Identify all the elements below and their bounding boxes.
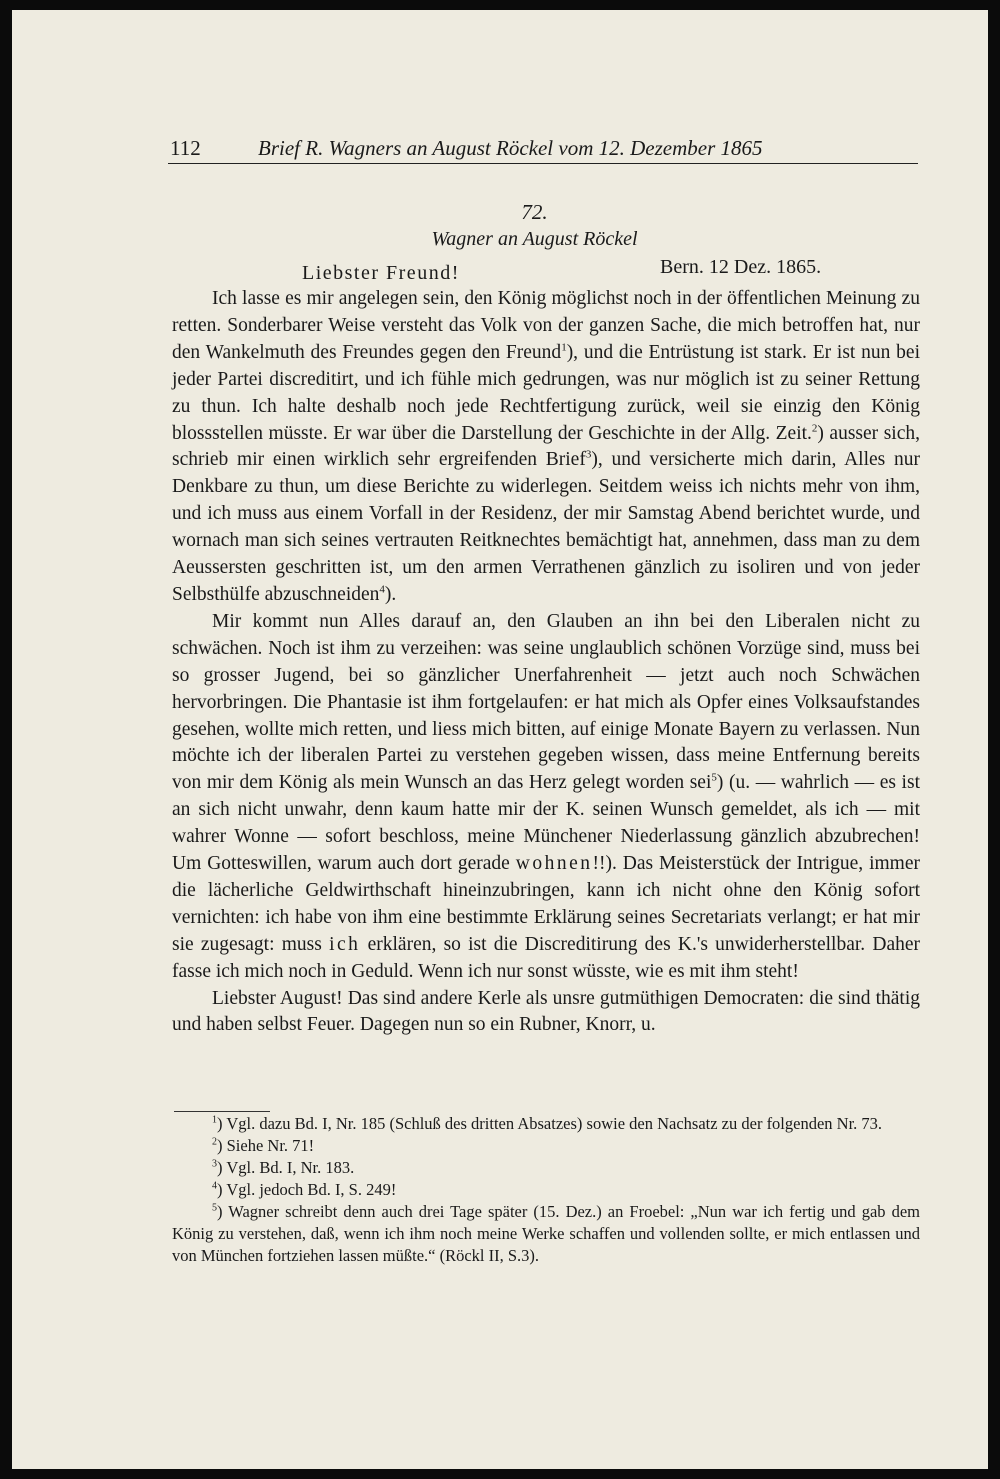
footnote-ref: 3 bbox=[585, 448, 592, 461]
paragraph bbox=[172, 609, 920, 986]
footnotes bbox=[172, 1113, 920, 1267]
footnote-text: Vgl. Bd. I, Nr. 183. bbox=[226, 1158, 355, 1177]
footnote-ref: 2 bbox=[811, 422, 818, 435]
place-date: Bern. 12 Dez. 1865. bbox=[660, 256, 822, 278]
text-run: ), und die Entrüstung ist stark. Er ist nun bei jeder Partei discreditirt, und ich fühle mich gedrungen, was nur möglich ist zu seiner Rettung zu thun. Ich halte deshalb noch jede Rechtfertigung zurück, weil sie einzig den König blossstellen müsste. Er war über die Darstellung der Geschichte in der Allg. Zeit. bbox=[172, 341, 920, 444]
emphasis-spaced: ich bbox=[329, 933, 361, 955]
letter-body bbox=[172, 286, 920, 1039]
text-run: Mir kommt nun Alles darauf an, den Glauben an ihn bei den Liberalen nicht zu schwächen. Noch ist ihm zu verzeihen: was seine unglaublich schönen Vorzüge sind, muss bei so grosser Jugend, bei so gänzlicher Unerfahrenheit — jetzt auch noch Schwächen hervorbringen. Die Phantasie ist ihm fortgelaufen: er hat mich als Opfer eines Volksaufstandes gesehen, wollte mich retten, und liess mich bitten, auf einige Monate Bayern zu verlassen. Nun möchte ich der liberalen Partei zu verstehen gegeben wissen, dass meine Entfernung bereits von mir dem König als mein Wunsch an das Herz gelegt worden sei bbox=[172, 610, 920, 794]
running-header bbox=[170, 136, 918, 161]
footnote-mark: 4 bbox=[212, 1180, 217, 1192]
emphasis-spaced: wohnen bbox=[515, 853, 593, 875]
running-title: Brief R. Wagners an August Röckel vom 12. Dezember 1865 bbox=[258, 136, 763, 160]
footnote: $^4$) Vgl. jedoch Bd. I, S. 249! bbox=[212, 1180, 397, 1199]
footnote: $^1$) Vgl. dazu Bd. I, Nr. 185 (Schluß des dritten Absatzes) sowie den Nachsatz zu der folgenden Nr. 73. bbox=[212, 1114, 883, 1133]
footnote-text: Vgl. dazu Bd. I, Nr. 185 (Schluß des dritten Absatzes) sowie den Nachsatz zu der folgenden Nr. 73. bbox=[226, 1114, 883, 1133]
footnote-mark: 3 bbox=[212, 1158, 217, 1170]
footnote-ref: 4 bbox=[379, 583, 385, 596]
text-run: ) (u. — wahrlich — es ist an sich nicht unwahr, denn kaum hatte mir der K. seinen Wunsch gemeldet, als ich — mit wahrer Wonne — sofort beschloss, meine Münchener Niederlassung gänzlich abzubrechen! Um Gotteswillen, warum auch dort gerade bbox=[172, 772, 920, 875]
paragraph bbox=[172, 286, 920, 609]
paragraph: Liebster August! Das sind andere Kerle als unsre gutmüthigen Democraten: die sind thätig und haben selbst Feuer. Dagegen nun so ein Rubner, Knorr, u. bbox=[172, 987, 920, 1036]
text-run: erklären, so ist die Discreditirung des K.'s unwiderherstellbar. Daher fasse ich mich noch in Geduld. Wenn ich nur sonst wüsste, wie es mit ihm steht! bbox=[172, 933, 920, 982]
footnote-ref: 5 bbox=[711, 771, 717, 784]
text-run: Ich lasse es mir angelegen sein, den König möglichst noch in der öffentlichen Meinung zu retten. Sonderbarer Weise versteht das Volk von der ganzen Sache, die mich betroffen hat, nur den Wankelmuth des Freundes gegen den Freund bbox=[172, 288, 920, 363]
footnote-ref: 1 bbox=[561, 341, 567, 354]
footnote: $^3$) Vgl. Bd. I, Nr. 183. bbox=[212, 1158, 355, 1177]
text-run: ), und versicherte mich darin, Alles nur Denkbare zu thun, um diese Berichte zu widerlegen. Seitdem weiss ich nichts mehr von ihm, und ich muss aus einem Vorfall in der Residenz, der mir Samstag Abend berichtet wurde, und wornach man sich seines vertrauten Reitknechtes bemächtigt hat, annehmen, dass man zu dem Aeussersten geschritten ist, um den armen Verrathenen gänzlich zu isoliren und von jeder Selbsthülfe abzuschneiden bbox=[172, 449, 920, 605]
letter-number: 72. bbox=[521, 200, 548, 224]
text-run: ). bbox=[384, 583, 397, 605]
footnote-text: Wagner schreibt denn auch drei Tage später (15. Dez.) an Froebel: „Nun war ich fertig und gab dem König zu verstehen, daß, wenn ich ihm noch meine Werke schaffen und vollenden sollte, er mich entlassen und von München fortziehen lassen müßte.“ (Röckl II, S.3). bbox=[172, 1202, 920, 1265]
footnote: $^5$) Wagner schreibt denn auch drei Tage später (15. Dez.) an Froebel: „Nun war ich fertig und gab dem König zu verstehen, daß, wenn ich ihm noch meine Werke schaffen und vollenden sollte, er mich entlassen und von München fortziehen lassen müßte.“ (Röckl II, S.3). bbox=[172, 1202, 920, 1265]
footnote-mark: 5 bbox=[212, 1202, 217, 1214]
salutation: Liebster Freund! bbox=[302, 262, 460, 284]
footnote-text: Siehe Nr. 71! bbox=[226, 1136, 315, 1155]
page-number: 112 bbox=[170, 136, 201, 160]
footnote: $^2$) Siehe Nr. 71! bbox=[212, 1136, 315, 1155]
text-run: ) ausser sich, schrieb mir einen wirklich sehr ergreifenden Brief bbox=[172, 422, 920, 471]
footnote-text: Vgl. jedoch Bd. I, S. 249! bbox=[226, 1180, 397, 1199]
text-run: !!). Das Meisterstück der Intrigue, immer die lächerliche Geldwirthschaft hineinzubringen, kann ich nicht ohne den König sofort vernichten: ich habe von ihm eine bestimmte Erklärung seines Secretariats verlangt; er hat mir sie zugesagt: muss bbox=[172, 853, 920, 955]
footnote-mark: 1 bbox=[212, 1114, 217, 1126]
book-page bbox=[12, 10, 988, 1469]
footnote-mark: 2 bbox=[212, 1136, 217, 1148]
letter-title: Wagner an August Röckel bbox=[431, 228, 638, 250]
footnote-rule bbox=[174, 1111, 270, 1112]
header-rule bbox=[168, 163, 918, 164]
